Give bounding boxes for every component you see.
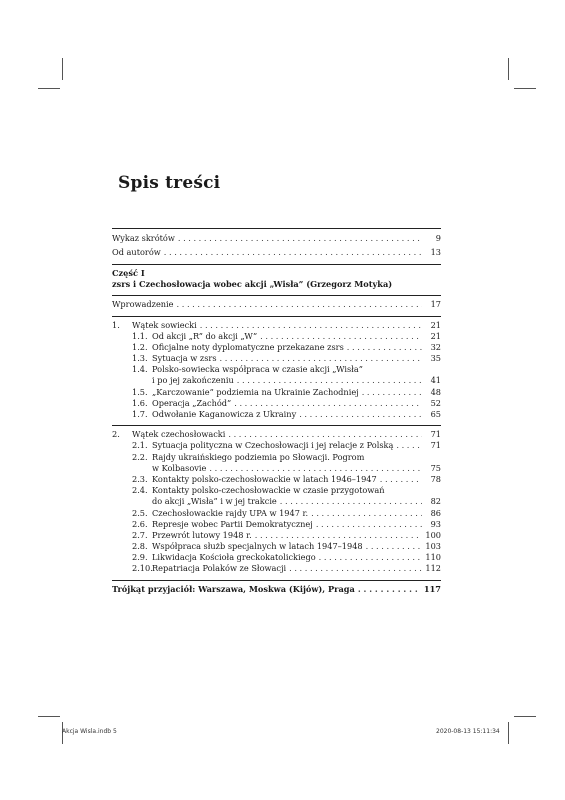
dot-leader xyxy=(319,552,422,563)
section-number: 2.7. xyxy=(132,529,148,540)
entry-page: 110 xyxy=(425,552,441,563)
entry-page: 48 xyxy=(430,386,441,397)
toc-chapter-2[interactable] xyxy=(112,429,441,440)
toc-entry-1-6[interactable] xyxy=(112,398,441,409)
dot-leader xyxy=(396,440,422,451)
entry-page: 112 xyxy=(425,563,441,574)
entry-page: 41 xyxy=(430,375,441,386)
section-rule xyxy=(112,580,441,581)
crop-mark-bottom-right-h xyxy=(514,716,536,717)
entry-label-continued: w Kolbasovie xyxy=(152,462,207,473)
entry-page: 78 xyxy=(430,473,441,484)
dot-leader xyxy=(316,519,422,530)
section-number: 1.5. xyxy=(132,386,148,397)
entry-label: Wykaz skrótów xyxy=(112,232,175,243)
section-rule xyxy=(112,264,441,265)
part-label: Część I xyxy=(112,268,145,279)
entry-label-continued: do akcji „Wisła” i w jej trakcie xyxy=(152,496,277,507)
toc-entry-1-3[interactable] xyxy=(112,353,441,364)
entry-label: Repatriacja Polaków ze Słowacji xyxy=(152,563,287,574)
section-number: 2.6. xyxy=(132,518,148,529)
section-number: 1.3. xyxy=(132,353,148,364)
crop-mark-bottom-right xyxy=(508,722,509,744)
toc-chapter-1[interactable] xyxy=(112,320,441,331)
entry-label: Oficjalne noty dyplomatyczne przekazane zsrs xyxy=(152,341,344,352)
entry-label: Czechosłowackie rajdy UPA w 1947 r. xyxy=(152,507,309,518)
entry-page: 86 xyxy=(430,507,441,518)
dot-leader xyxy=(347,342,422,353)
section-number: 2.3. xyxy=(132,473,148,484)
entry-label: „Karczowanie” podziemia na Ukrainie Zachodniej xyxy=(152,386,359,397)
toc-entry-2-2[interactable] xyxy=(112,452,441,463)
section-rule xyxy=(112,295,441,296)
dot-leader xyxy=(234,398,422,409)
chapter-number: 2. xyxy=(112,429,120,440)
chapter-label: Wątek sowiecki xyxy=(132,319,197,330)
chapter-label: Wątek czechosłowacki xyxy=(132,429,226,440)
dot-leader xyxy=(280,496,422,507)
entry-label: Wprowadzenie xyxy=(112,299,174,310)
chapter-number: 1. xyxy=(112,319,120,330)
entry-label: Rajdy ukraińskiego podziemia po Słowacji. Pogrom xyxy=(152,451,365,462)
section-number: 2.2. xyxy=(132,451,148,462)
toc-entry-final[interactable] xyxy=(112,584,441,595)
entry-label: Sytuacja w zsrs xyxy=(152,353,217,364)
section-number: 1.6. xyxy=(132,397,148,408)
section-number: 1.4. xyxy=(132,364,148,375)
section-number: 1.7. xyxy=(132,409,148,420)
dot-leader xyxy=(220,353,422,364)
table-of-contents xyxy=(112,228,441,595)
toc-entry-2-2-cont[interactable] xyxy=(112,463,441,474)
dot-leader xyxy=(164,247,422,258)
toc-entry-1-7[interactable] xyxy=(112,409,441,420)
entry-page: 17 xyxy=(430,299,441,310)
entry-page: 117 xyxy=(423,583,441,594)
crop-mark-top-right-h xyxy=(514,88,536,89)
section-number: 2.4. xyxy=(132,485,148,496)
section-number: 2.1. xyxy=(132,440,148,451)
entry-page: 21 xyxy=(430,330,441,341)
toc-entry-intro[interactable] xyxy=(112,299,441,310)
footer-timestamp: 2020-08-13 15:11:34 xyxy=(436,728,500,735)
dot-leader xyxy=(299,409,422,420)
toc-entry-2-7[interactable] xyxy=(112,530,441,541)
section-number: 2.10. xyxy=(132,563,153,574)
entry-label: Od autorów xyxy=(112,247,161,258)
toc-entry-1-4-cont[interactable] xyxy=(112,376,441,387)
entry-page: 65 xyxy=(430,409,441,420)
entry-label: Trójkąt przyjaciół: Warszawa, Moskwa (Kijów), Praga xyxy=(112,583,355,594)
section-number: 2.8. xyxy=(132,541,148,552)
toc-entry-1-1[interactable] xyxy=(112,331,441,342)
entry-page: 93 xyxy=(430,518,441,529)
toc-entry-authors[interactable] xyxy=(112,247,441,258)
entry-label: Kontakty polsko-czechosłowackie w latach 1946–1947 xyxy=(152,473,377,484)
dot-leader xyxy=(200,320,422,331)
entry-page: 35 xyxy=(430,353,441,364)
entry-label-continued: i po jej zakończeniu xyxy=(152,375,234,386)
entry-label: Sytuacja polityczna w Czechosłowacji i jej relacje z Polską xyxy=(152,440,394,451)
crop-mark-top-right xyxy=(508,58,509,80)
section-number: 2.9. xyxy=(132,552,148,563)
section-number: 1.2. xyxy=(132,341,148,352)
section-rule xyxy=(112,425,441,426)
entry-page: 100 xyxy=(425,529,441,540)
toc-entry-2-5[interactable] xyxy=(112,508,441,519)
entry-label: Kontakty polsko-czechosłowackie w czasie przygotowań xyxy=(152,485,385,496)
toc-entry-1-2[interactable] xyxy=(112,342,441,353)
entry-label: Represje wobec Partii Demokratycznej xyxy=(152,518,313,529)
entry-page: 13 xyxy=(430,247,441,258)
part-subtitle: zsrs i Czechosłowacja wobec akcji „Wisła” (Grzegorz Motyka) xyxy=(112,279,393,290)
toc-entry-2-6[interactable] xyxy=(112,519,441,530)
dot-leader xyxy=(289,563,422,574)
toc-entry-1-5[interactable] xyxy=(112,387,441,398)
entry-page: 82 xyxy=(430,496,441,507)
toc-entry-2-3[interactable] xyxy=(112,474,441,485)
section-number: 1.1. xyxy=(132,330,148,341)
dot-leader xyxy=(380,474,422,485)
entry-label: Od akcji „R” do akcji „W” xyxy=(152,330,258,341)
page-title: Spis treści xyxy=(118,173,221,193)
entry-page: 32 xyxy=(430,341,441,352)
dot-leader xyxy=(228,429,422,440)
dot-leader xyxy=(177,299,422,310)
toc-entry-abbreviations[interactable] xyxy=(112,233,441,244)
crop-mark-bottom-left-h xyxy=(38,716,60,717)
entry-page: 9 xyxy=(435,232,441,243)
entry-label: Współpraca służb specjalnych w latach 1947–1948 xyxy=(152,541,363,552)
dot-leader xyxy=(260,331,422,342)
dot-leader xyxy=(237,375,422,386)
dot-leader xyxy=(366,541,422,552)
entry-page: 52 xyxy=(430,397,441,408)
entry-label: Polsko-sowiecka współpraca w czasie akcji „Wisła” xyxy=(152,364,363,375)
crop-mark-top-left xyxy=(62,58,63,80)
entry-page: 103 xyxy=(425,541,441,552)
entry-page: 21 xyxy=(430,319,441,330)
toc-entry-2-8[interactable] xyxy=(112,541,441,552)
crop-mark-top-left-h xyxy=(38,88,60,89)
entry-label: Przewrót lutowy 1948 r. xyxy=(152,529,252,540)
section-rule xyxy=(112,316,441,317)
toc-entry-2-10[interactable] xyxy=(112,564,441,575)
footer-file-info: Akcja Wisla.indb 5 xyxy=(62,728,117,735)
toc-entry-2-9[interactable] xyxy=(112,552,441,563)
entry-label: Odwołanie Kaganowicza z Ukrainy xyxy=(152,409,297,420)
dot-leader xyxy=(209,463,422,474)
toc-entry-2-4[interactable] xyxy=(112,485,441,496)
dot-leader xyxy=(178,233,422,244)
toc-entry-2-4-cont[interactable] xyxy=(112,496,441,507)
dot-leader xyxy=(358,584,421,595)
entry-page: 71 xyxy=(430,429,441,440)
top-rule xyxy=(112,228,441,229)
entry-label: Operacja „Zachód” xyxy=(152,397,232,408)
toc-entry-2-1[interactable] xyxy=(112,440,441,451)
dot-leader xyxy=(311,508,422,519)
entry-label: Likwidacja Kościoła greckokatolickiego xyxy=(152,552,316,563)
toc-entry-1-4[interactable] xyxy=(112,364,441,375)
section-number: 2.5. xyxy=(132,507,148,518)
dot-leader xyxy=(362,387,422,398)
entry-page: 71 xyxy=(430,440,441,451)
dot-leader xyxy=(255,530,422,541)
entry-page: 75 xyxy=(430,462,441,473)
